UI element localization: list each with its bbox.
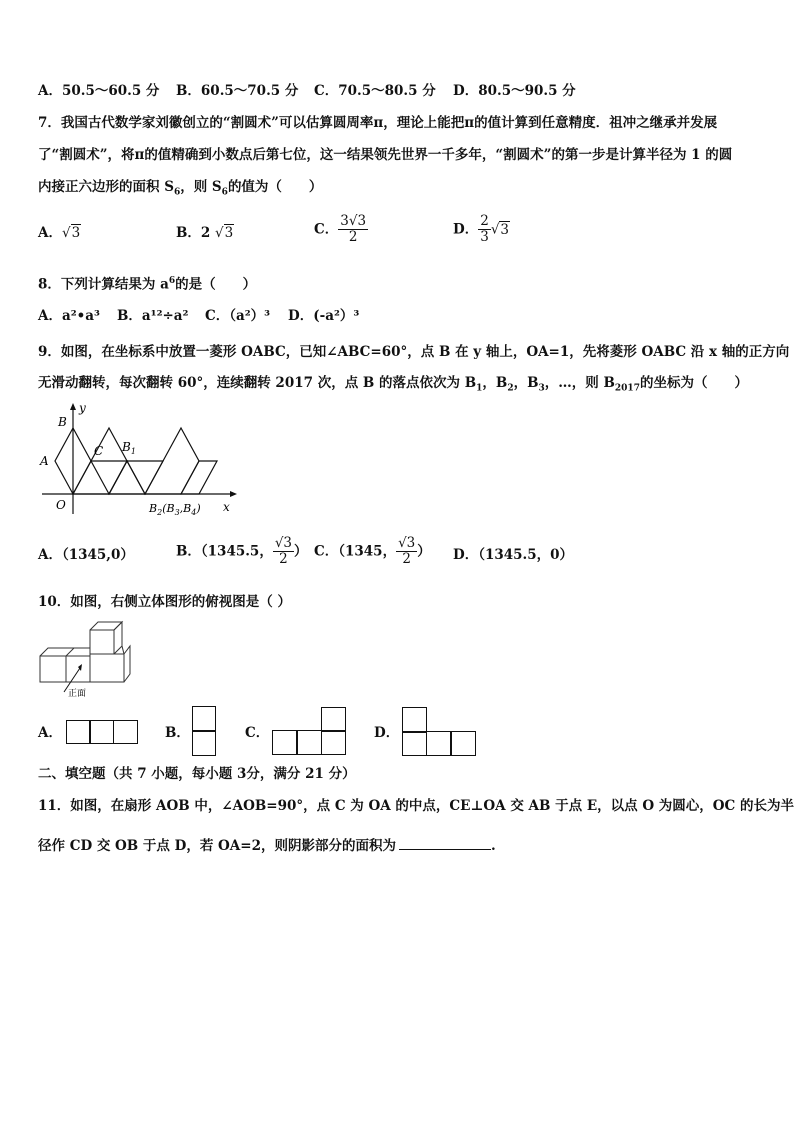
q9-option-c-fraction (396, 536, 417, 567)
section-2-heading: 二、填空题（共 7 小题，每小题 3分，满分 21 分） (38, 766, 356, 782)
fig-label-b2 (148, 502, 201, 517)
rhombus-3 (109, 461, 145, 494)
q7-s6-sub: 6 (173, 187, 181, 198)
q9-b1-sub: 1 (476, 383, 483, 394)
q10-d-square-2 (426, 731, 452, 756)
q9-option-a: A．（1345,0） (38, 547, 134, 563)
q9-line-2 (38, 374, 748, 398)
rhombus-4 (127, 461, 163, 494)
q7-option-c (314, 214, 368, 245)
q11-line-1: 11．如图，在扇形 AOB 中，∠AOB=90°，点 C 为 OA 的中点，CE⊥OA 交 AB 于点 E，以点 O 为圆心，OC 的长为半 (38, 798, 794, 814)
q7-option-d-fraction (478, 214, 491, 245)
q10-c-square-2 (296, 730, 322, 755)
q7-option-a (38, 224, 81, 242)
q10-a-square-3 (113, 720, 138, 744)
fig-b3-sub: 3 (174, 508, 180, 517)
q9-option-b-fraction (273, 536, 294, 567)
fig-label-y: y (79, 401, 86, 415)
q7-option-a-label: A． (38, 225, 62, 241)
q9-line-2b: ，B (482, 375, 508, 391)
q9-option-d: D．（1345.5，0） (453, 547, 574, 563)
q7-s6-sub-2: 6 (221, 187, 228, 198)
q7-option-d-radicand: 3 (500, 221, 510, 238)
q10-option-d-label: D． (374, 725, 400, 741)
top-cube-top (90, 622, 122, 630)
q10-c-square-top (321, 707, 346, 732)
q7-option-d-denominator: 3 (480, 229, 489, 245)
q7-line-1: 7．我国古代数学家刘徽创立的“割圆术”可以估算圆周率π，理论上能把π的值计算到任意精度．祖冲之继承并发展 (38, 115, 718, 131)
q7-option-c-numerator: 3√3 (340, 213, 367, 229)
bottom-cube-3 (90, 654, 124, 682)
x-axis-arrow (230, 491, 237, 497)
q10-d-square-1 (402, 731, 427, 756)
fig-b1-letter: B (122, 440, 131, 454)
q9-b2017-sub: 2017 (614, 383, 640, 394)
fig-label-b1 (121, 440, 136, 456)
q9-line-2e: 的坐标为（ ） (639, 375, 748, 391)
bottom-row-side (124, 646, 130, 682)
fig-b4-sub: 4 (191, 508, 197, 517)
q7-line-3a: 内接正六边形的面积 S (38, 179, 174, 195)
q9-option-c-numerator: √3 (398, 535, 416, 551)
q9-line-2d: ，…，则 B (544, 375, 615, 391)
q10-option-c-figure (272, 707, 346, 755)
rhombus-6 (181, 461, 217, 494)
q10-option-c-label: C． (245, 725, 270, 741)
q8-option-b: B．a¹²÷a² (117, 308, 189, 324)
q10-option-b-figure (192, 706, 216, 756)
q7-option-d (453, 214, 510, 245)
q8-stem (38, 272, 256, 294)
q9-option-c-label: C．（1345， (314, 543, 397, 560)
q8-stem-b: 的是（ ） (175, 276, 257, 293)
q11-line-2b: . (490, 838, 496, 854)
q8-stem-sup: 6 (168, 276, 176, 286)
q7-option-c-fraction (338, 214, 368, 245)
q10-b-square-1 (192, 706, 216, 732)
q10-c-square-3 (321, 730, 346, 755)
q9-b3-sub: 3 (538, 383, 545, 394)
q7-option-a-radicand: 3 (71, 225, 81, 241)
front-label: 正面 (68, 689, 87, 699)
top-cube-side (114, 622, 122, 654)
q7-line-3b: ，则 S (180, 179, 222, 195)
q8-option-a: A．a²•a³ (38, 308, 100, 324)
q10-b-square-2 (192, 730, 216, 756)
q6-option-d: D．80.5～90.5 分 (453, 83, 576, 99)
q8-option-d: D．(-a²）³ (288, 308, 360, 324)
q7-option-d-numerator: 2 (480, 213, 489, 229)
q11-line-2a: 径作 CD 交 OB 于点 D，若 OA=2，则阴影部分的面积为 (38, 838, 396, 854)
q9-rhombus-figure (30, 398, 245, 520)
q7-option-a-sqrt: √3 (61, 225, 81, 241)
fig-close-paren: ) (196, 502, 201, 515)
q11-line-2 (38, 836, 496, 855)
q7-option-d-label: D． (453, 221, 479, 238)
q9-option-b-end: ） (294, 543, 308, 560)
q7-line-3c: 的值为（ ） (227, 179, 323, 195)
q10-stem: 10．如图，右侧立体图形的俯视图是（ ） (38, 594, 291, 610)
fig-b3-letter: (B (162, 502, 175, 515)
q11-answer-blank[interactable] (399, 836, 491, 850)
fig-b1-sub: 1 (130, 447, 136, 456)
q9-line-1: 9．如图，在坐标系中放置一菱形 OABC，已知∠ABC=60°，点 B 在 y 轴上，OA=1，先将菱形 OABC 沿 x 轴的正方向 (38, 344, 790, 360)
q7-option-c-label: C． (314, 221, 339, 238)
q9-option-b-denominator: 2 (279, 551, 288, 567)
bottom-cube-2 (66, 656, 90, 682)
q7-option-b (176, 224, 234, 242)
q7-option-b-label: B．2 (176, 225, 211, 241)
q10-option-a-label: A． (38, 725, 62, 741)
q10-d-square-top (402, 707, 427, 733)
q6-option-a: A．50.5～60.5 分 (38, 83, 160, 99)
q10-option-a-figure (66, 720, 138, 744)
q8-option-c: C．（a²）³ (205, 308, 271, 324)
q9-option-b-numerator: √3 (274, 535, 293, 551)
q10-c-square-1 (272, 730, 298, 755)
fig-label-a: A (40, 454, 49, 468)
q7-option-d-sqrt: √3 (490, 221, 510, 238)
q9-line-2a: 无滑动翻转，每次翻转 60°，连续翻转 2017 次，点 B 的落点依次为 B (38, 375, 477, 391)
top-cube-front (90, 630, 114, 654)
q10-d-square-3 (450, 731, 476, 756)
q9-b2-sub: 2 (507, 383, 514, 394)
q9-option-c-denominator: 2 (402, 551, 411, 567)
q7-option-c-denominator: 2 (348, 229, 358, 245)
fig-b2-sub: 2 (157, 508, 163, 517)
fig-label-x: x (223, 500, 230, 514)
fig-label-o: O (56, 498, 66, 512)
q6-option-c: C．70.5～80.5 分 (314, 83, 436, 99)
q7-line-3 (38, 178, 322, 202)
q9-line-2c: ，B (513, 375, 539, 391)
q9-option-b (176, 536, 308, 567)
fig-b4-letter: ,B (179, 502, 192, 515)
q6-option-b: B．60.5～70.5 分 (176, 83, 299, 99)
q9-option-b-label: B．（1345.5， (176, 543, 273, 560)
q10-a-square-1 (66, 720, 91, 744)
q7-option-b-radicand: 3 (224, 225, 234, 241)
y-axis-arrow (70, 403, 76, 410)
q9-option-c-end: ） (417, 543, 431, 560)
q10-a-square-2 (89, 720, 114, 744)
bottom-cube-1 (40, 656, 66, 682)
fig-label-b: B (58, 415, 67, 429)
q8-stem-a: 8．下列计算结果为 a (38, 276, 169, 293)
q7-line-2: 了“割圆术”，将π的值精确到小数点后第七位，这一结果领先世界一千多年，“割圆术”的第一步是计算半径为 1 的圆 (38, 147, 733, 163)
q10-solid-figure (34, 618, 139, 700)
q10-option-b-label: B． (165, 725, 190, 741)
q9-option-c (314, 536, 431, 567)
q10-option-d-figure (402, 707, 476, 756)
bottom-row-top (40, 648, 90, 656)
fig-label-c: C (94, 444, 104, 458)
q7-option-b-sqrt: √3 (215, 225, 234, 241)
fig-b2-letter: B (149, 502, 158, 515)
